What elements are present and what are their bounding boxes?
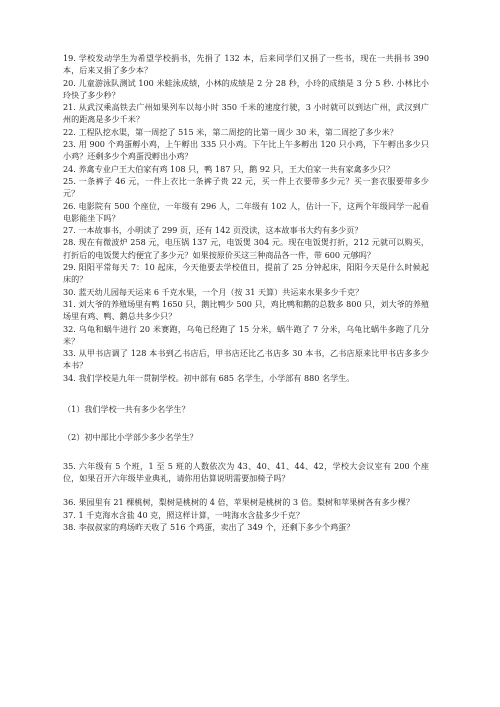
question-31: 31. 刘大爷的养殖场里有鸭 1650 只，鹅比鸭少 500 只，鸡比鸭和鹅的总数多 800 只，刘大爷的养殖场里有鸡、鸭、鹅总共多少只？ [63,298,429,322]
question-35: 35. 六年级有 5 个班，1 至 5 班的人数依次为 43、40、41、44、42，学校大会议室有 200 个座位，如果召开六年级毕业典礼，请你用估算说明需要加椅子吗？ [63,460,429,483]
question-list [63,52,429,533]
question-29: 29. 阳阳平常每天 7：10 起床，今天他要去学校值日，提前了 25 分钟起床，阳阳今天是什么时候起床的？ [63,262,429,285]
question-21: 21. 从武汉乘高铁去广州如果列车以每小时 350 千米的速度行驶，3 小时就可以到达广州，武汉到广州的距离是多少千米？ [63,102,429,125]
question-32: 32. 乌龟和蜗牛进行 20 米赛跑，乌龟已经跑了 15 分米，蜗牛跑了 7 分米，乌龟比蜗牛多跑了几分米？ [63,323,429,346]
question-34: 34. 我们学校是九年一贯制学校。初中部有 685 名学生，小学部有 880 名学生。 [63,372,355,383]
question-27: 27. 一本故事书，小明读了 299 页，还有 142 页没读，这本故事书大约有多少页？ [63,225,363,236]
question-19: 19. 学校发动学生为希望学校捐书，先捐了 132 本，后来同学们又捐了一些书，现在一共捐书 390 本，后来又捐了多少本？ [63,53,429,76]
subquestion-2: （2）初中部比小学部少多少名学生？ [63,432,198,443]
question-28: 28. 现在有微波炉 258 元，电压锅 137 元，电饭煲 304 元。现在电饭煲打折，212 元就可以购买，打折后的电饭煲大约便宜了多少元？如果按原价买这三种商品各一件，带 600 元够吗？ [63,237,429,260]
question-23: 23. 用 900 个鸡蛋孵小鸡，上午孵出 335 只小鸡。下午比上午多孵出 120 只小鸡，下午孵出多少只小鸡？还剩多少个鸡蛋没孵出小鸡？ [63,139,429,162]
question-36: 36. 果园里有 21 棵桃树，梨树是桃树的 4 倍，苹果树是桃树的 3 倍。梨树和苹果树各有多少棵？ [63,497,414,508]
question-20: 20. 儿童游泳队测试 100 米蛙泳成绩，小林的成绩是 2 分 28 秒，小玲的成绩是 3 分 5 秒. 小林比小玲快了多少秒？ [63,77,429,100]
question-25: 25. 一条裤子 46 元，一件上衣比一条裤子贵 22 元，买一件上衣要带多少元？买一套衣服要带多少元？ [63,175,429,199]
question-22: 22. 工程队挖水渠，第一周挖了 515 米，第二周挖的比第一周少 30 米，第二周挖了多少米？ [63,126,398,137]
question-30: 30. 蓝天幼儿园每天运来 6 千克水果，一个月（按 31 天算）共运来水果多少千克？ [63,286,364,297]
question-37: 37. 1 千克海水含盐 40 克，照这样计算，一吨海水含盐多少千克？ [63,509,304,520]
subquestion-1: （1）我们学校一共有多少名学生？ [63,404,190,415]
question-38: 38. 李叔叔家的鸡场昨天收了 516 个鸡蛋，卖出了 349 个，还剩下多少个鸡蛋？ [63,521,355,532]
question-33: 33. 从甲书店调了 128 本书到乙书店后，甲书店还比乙书店多 30 本书，乙书店原来比甲书店多多少本书？ [63,348,429,371]
question-26: 26. 电影院有 500 个座位，一年级有 296 人，二年级有 102 人，估计一下，这两个年级同学一起看电影能坐下吗？ [63,200,429,223]
question-24: 24. 养禽专业户王大伯家有鸡 108 只，鸭 187 只，鹅 92 只，王大伯家一共有家禽多少只？ [63,163,395,174]
